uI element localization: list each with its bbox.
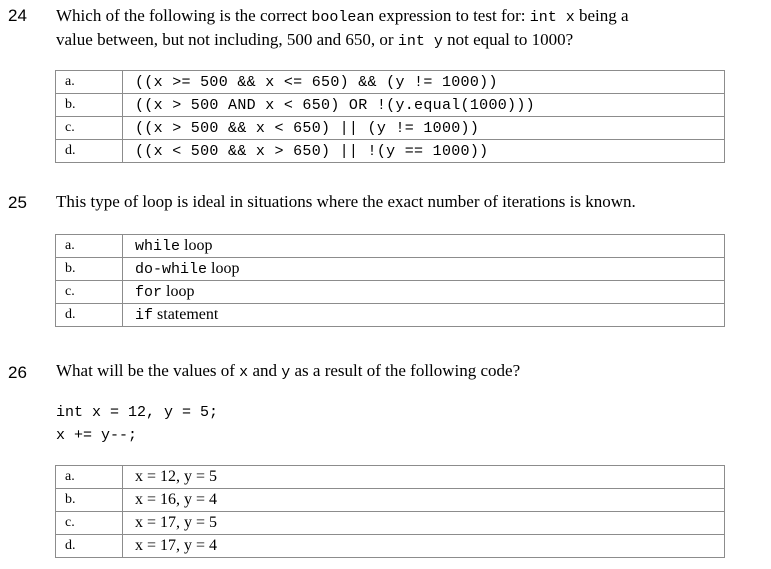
option-label: a. bbox=[56, 466, 123, 489]
option-label: c. bbox=[56, 117, 123, 140]
option-text: x = 17, y = 5 bbox=[123, 512, 725, 535]
option-text: for loop bbox=[123, 281, 725, 304]
question-25-text: This type of loop is ideal in situations where the exact number of iterations is known. bbox=[56, 192, 636, 211]
question-26-options bbox=[55, 465, 725, 558]
question-24-text: Which of the following is the correct boolean expression to test for: int x being a value between, but not including, 500 and 650, or int y not equal to 1000? bbox=[56, 6, 629, 50]
option-label: c. bbox=[56, 281, 123, 304]
option-row[interactable] bbox=[56, 140, 725, 163]
option-row[interactable] bbox=[56, 94, 725, 117]
option-label: c. bbox=[56, 512, 123, 535]
option-label: a. bbox=[56, 71, 123, 94]
question-24-options bbox=[55, 70, 725, 163]
option-text: ((x >= 500 && x <= 650) && (y != 1000)) bbox=[123, 71, 725, 94]
option-text: x = 17, y = 4 bbox=[123, 535, 725, 558]
option-text: do-while loop bbox=[123, 258, 725, 281]
question-26-number: 26 bbox=[8, 363, 27, 382]
option-label: b. bbox=[56, 258, 123, 281]
question-25-number: 25 bbox=[8, 193, 27, 212]
question-26-text: What will be the values of x and y as a result of the following code? bbox=[56, 361, 521, 381]
option-row[interactable] bbox=[56, 235, 725, 258]
question-25-options bbox=[55, 234, 725, 327]
code-snippet bbox=[56, 401, 218, 447]
option-text: while loop bbox=[123, 235, 725, 258]
option-label: d. bbox=[56, 304, 123, 327]
option-row[interactable] bbox=[56, 512, 725, 535]
option-label: b. bbox=[56, 94, 123, 117]
option-text: x = 12, y = 5 bbox=[123, 466, 725, 489]
option-text: x = 16, y = 4 bbox=[123, 489, 725, 512]
option-row[interactable] bbox=[56, 466, 725, 489]
code-line: x += y--; bbox=[56, 427, 138, 444]
option-text: if statement bbox=[123, 304, 725, 327]
option-text: ((x < 500 && x > 650) || !(y == 1000)) bbox=[123, 140, 725, 163]
option-row[interactable] bbox=[56, 281, 725, 304]
option-label: d. bbox=[56, 535, 123, 558]
option-row[interactable] bbox=[56, 71, 725, 94]
option-label: d. bbox=[56, 140, 123, 163]
option-row[interactable] bbox=[56, 258, 725, 281]
option-row[interactable] bbox=[56, 304, 725, 327]
option-label: b. bbox=[56, 489, 123, 512]
code-line: int x = 12, y = 5; bbox=[56, 404, 219, 421]
option-label: a. bbox=[56, 235, 123, 258]
question-24-number: 24 bbox=[8, 6, 27, 25]
option-text: ((x > 500 && x < 650) || (y != 1000)) bbox=[123, 117, 725, 140]
option-row[interactable] bbox=[56, 117, 725, 140]
option-row[interactable] bbox=[56, 535, 725, 558]
option-text: ((x > 500 AND x < 650) OR !(y.equal(1000))) bbox=[123, 94, 725, 117]
option-row[interactable] bbox=[56, 489, 725, 512]
